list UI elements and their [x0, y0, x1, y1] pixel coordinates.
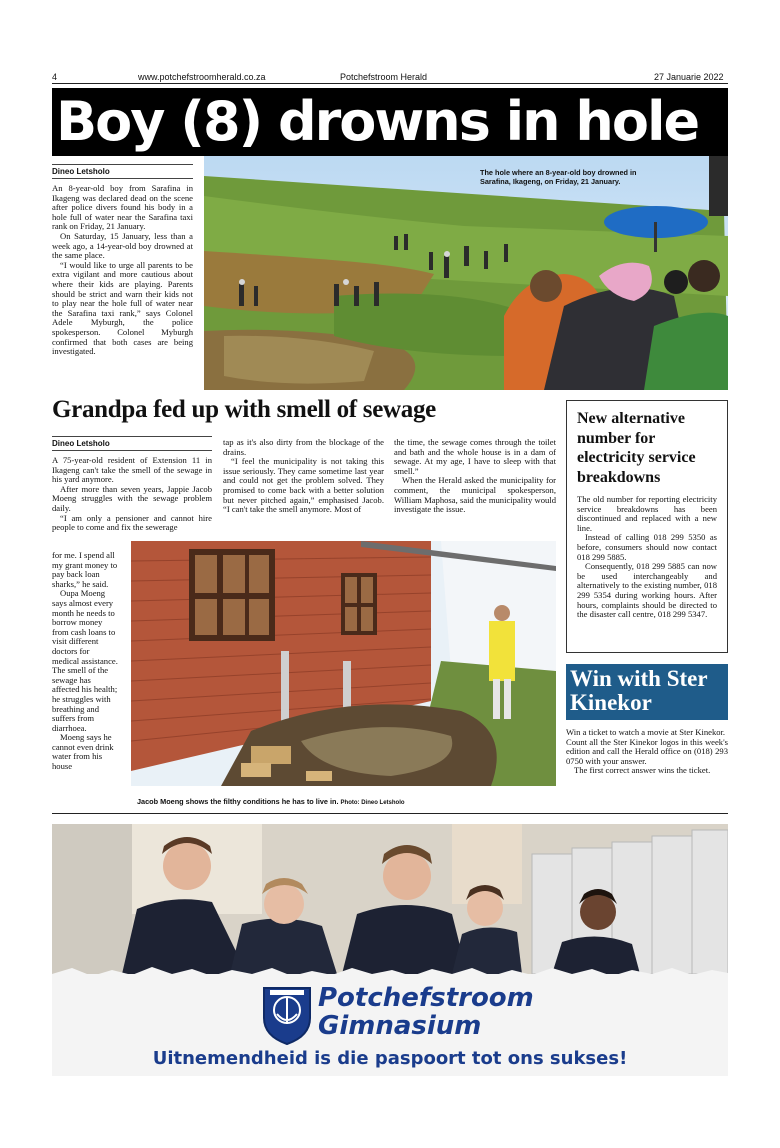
lead-paragraph: “I would like to urge all parents to be extra vigilant and more cautious about where their kids are playing. Parents should be strict and warn their kids not to play near the hole full of water near the Sarafina taxi rank,” says Colonel Adele Myburgh, the police spokesperson. Colonel Myburgh confirmed that both cases are being investigated.	[52, 259, 193, 357]
lead-body	[52, 184, 193, 388]
electricity-headline: New alternative number for electricity service breakdowns	[577, 410, 696, 486]
lead-paragraph: On Saturday, 15 January, less than a week ago, a 14-year-old boy drowned at the same place.	[52, 230, 193, 261]
sewage-paragraph: After more than seven years, Jappie Jacob Moeng struggles with the sewage problem daily.	[52, 483, 212, 513]
sewage-paragraph: When the Herald asked the municipality for comment, the municipal spokesperson, William Maphosa, said the municipality would investigate the issue.	[394, 475, 556, 515]
sewage-paragraph: for me. I spend all my grant money to pay back loan sharks,” he said.	[52, 551, 118, 589]
sewage-headline: Grandpa fed up with smell of sewage	[52, 396, 436, 423]
issue-date: 27 Januarie 2022	[654, 72, 724, 82]
sewage-byline: Dineo Letsholo	[52, 436, 212, 451]
school-tagline: Uitnemendheid is die paspoort tot ons sukses!	[152, 1048, 628, 1069]
sewage-photo-caption	[137, 797, 557, 808]
sewage-col2	[223, 438, 384, 534]
sewage-house-illustration	[131, 541, 556, 786]
page-number: 4	[52, 72, 58, 82]
electricity-paragraph: The old number for reporting electricity service breakdowns has been discontinued and replaced with a new line.	[577, 494, 717, 533]
torn-paper-edge	[52, 964, 728, 984]
lead-byline: Dineo Letsholo	[52, 164, 193, 179]
school-name-line1: Potchefstroom	[318, 983, 534, 1013]
ster-kinekor-body	[566, 728, 728, 776]
lead-paragraph: An 8-year-old boy from Sarafina in Ikageng was declared dead on the scene after police divers found his body in a hole full of water near the Sarafina taxi rank on Friday, 21 January.	[52, 184, 193, 232]
drowning-site-illustration	[204, 156, 728, 390]
ster-paragraph: The first correct answer wins the ticket.	[574, 765, 711, 776]
school-crest-icon	[260, 984, 314, 1046]
electricity-notice-box	[566, 400, 728, 653]
sewage-photo	[131, 541, 556, 786]
sewage-paragraph: the time, the sewage comes through the toilet and bath and the whole house is in a dam of sewage. At my age, I have to sleep with that smell.”	[394, 438, 556, 476]
ster-kinekor-headline: Win with Ster Kinekor	[566, 664, 728, 720]
sewage-col3	[394, 438, 556, 534]
school-name	[318, 984, 534, 1040]
sewage-paragraph: “I am only a pensioner and cannot hire people to come and fix the sewerage	[52, 512, 212, 533]
lead-headline: Boy (8) drowns in hole	[52, 88, 728, 156]
drowning-photo-caption: The hole where an 8-year-old boy drowned in Sarafina, Ikageng, on Friday, 21 January.	[480, 168, 637, 186]
advert-divider	[52, 813, 728, 814]
sewage-caption-text: Jacob Moeng shows the filthy conditions he has to live in.	[137, 797, 339, 806]
website-url[interactable]: www.potchefstroomherald.co.za	[138, 72, 266, 82]
header-rule	[52, 83, 728, 84]
sewage-paragraph: tap as it's also dirty from the blockage of the drains.	[223, 438, 384, 457]
school-name-line2: Gimnasium	[318, 1011, 482, 1041]
ster-paragraph: Count all the Ster Kinekor logos in this week's edition and call the Herald office on (018) 293 0750 with your answer.	[566, 736, 728, 766]
photo-credit: Photo: Dineo Letsholo	[340, 800, 405, 806]
sewage-paragraph: Moeng says he cannot even drink water from his house	[52, 732, 114, 772]
electricity-body	[577, 495, 717, 620]
sewage-paragraph: Oupa Moeng says almost every month he needs to borrow money from cash loans to visit different doctors for medical assistance. The smell of the sewage has affected his health; he struggles with breathing and suffers from diarrhoea.	[52, 588, 118, 733]
paper-name: Potchefstroom Herald	[340, 72, 428, 82]
students-photo	[52, 824, 728, 974]
sewage-paragraph: A 75-year-old resident of Extension 11 in Ikageng can't take the smell of the sewage in his yard anymore.	[52, 455, 212, 485]
ster-paragraph: Win a ticket to watch a movie at Ster Kinekor.	[566, 727, 726, 737]
drowning-site-photo	[204, 156, 728, 390]
sewage-col1-top	[52, 456, 212, 533]
sewage-paragraph: “I feel the municipality is not taking this issue seriously. They came sometime last year and could not get the problem solved. They promised to come back with a better solution but never pitched again,” emphasised Jacob. “I can't take the smell anymore. Most of	[223, 456, 384, 515]
sewage-col1-narrow	[52, 551, 118, 807]
electricity-paragraph: Consequently, 018 299 5885 can now be used interchangeably and alternatively to the existing number, 018 299 5354 during working hours. After hours, complaints should be directed to the disaster call centre, 018 299 5347.	[577, 561, 717, 620]
school-advert	[52, 824, 728, 1076]
electricity-paragraph: Instead of calling 018 299 5350 as before, consumers should now contact 018 299 5885.	[577, 532, 717, 562]
